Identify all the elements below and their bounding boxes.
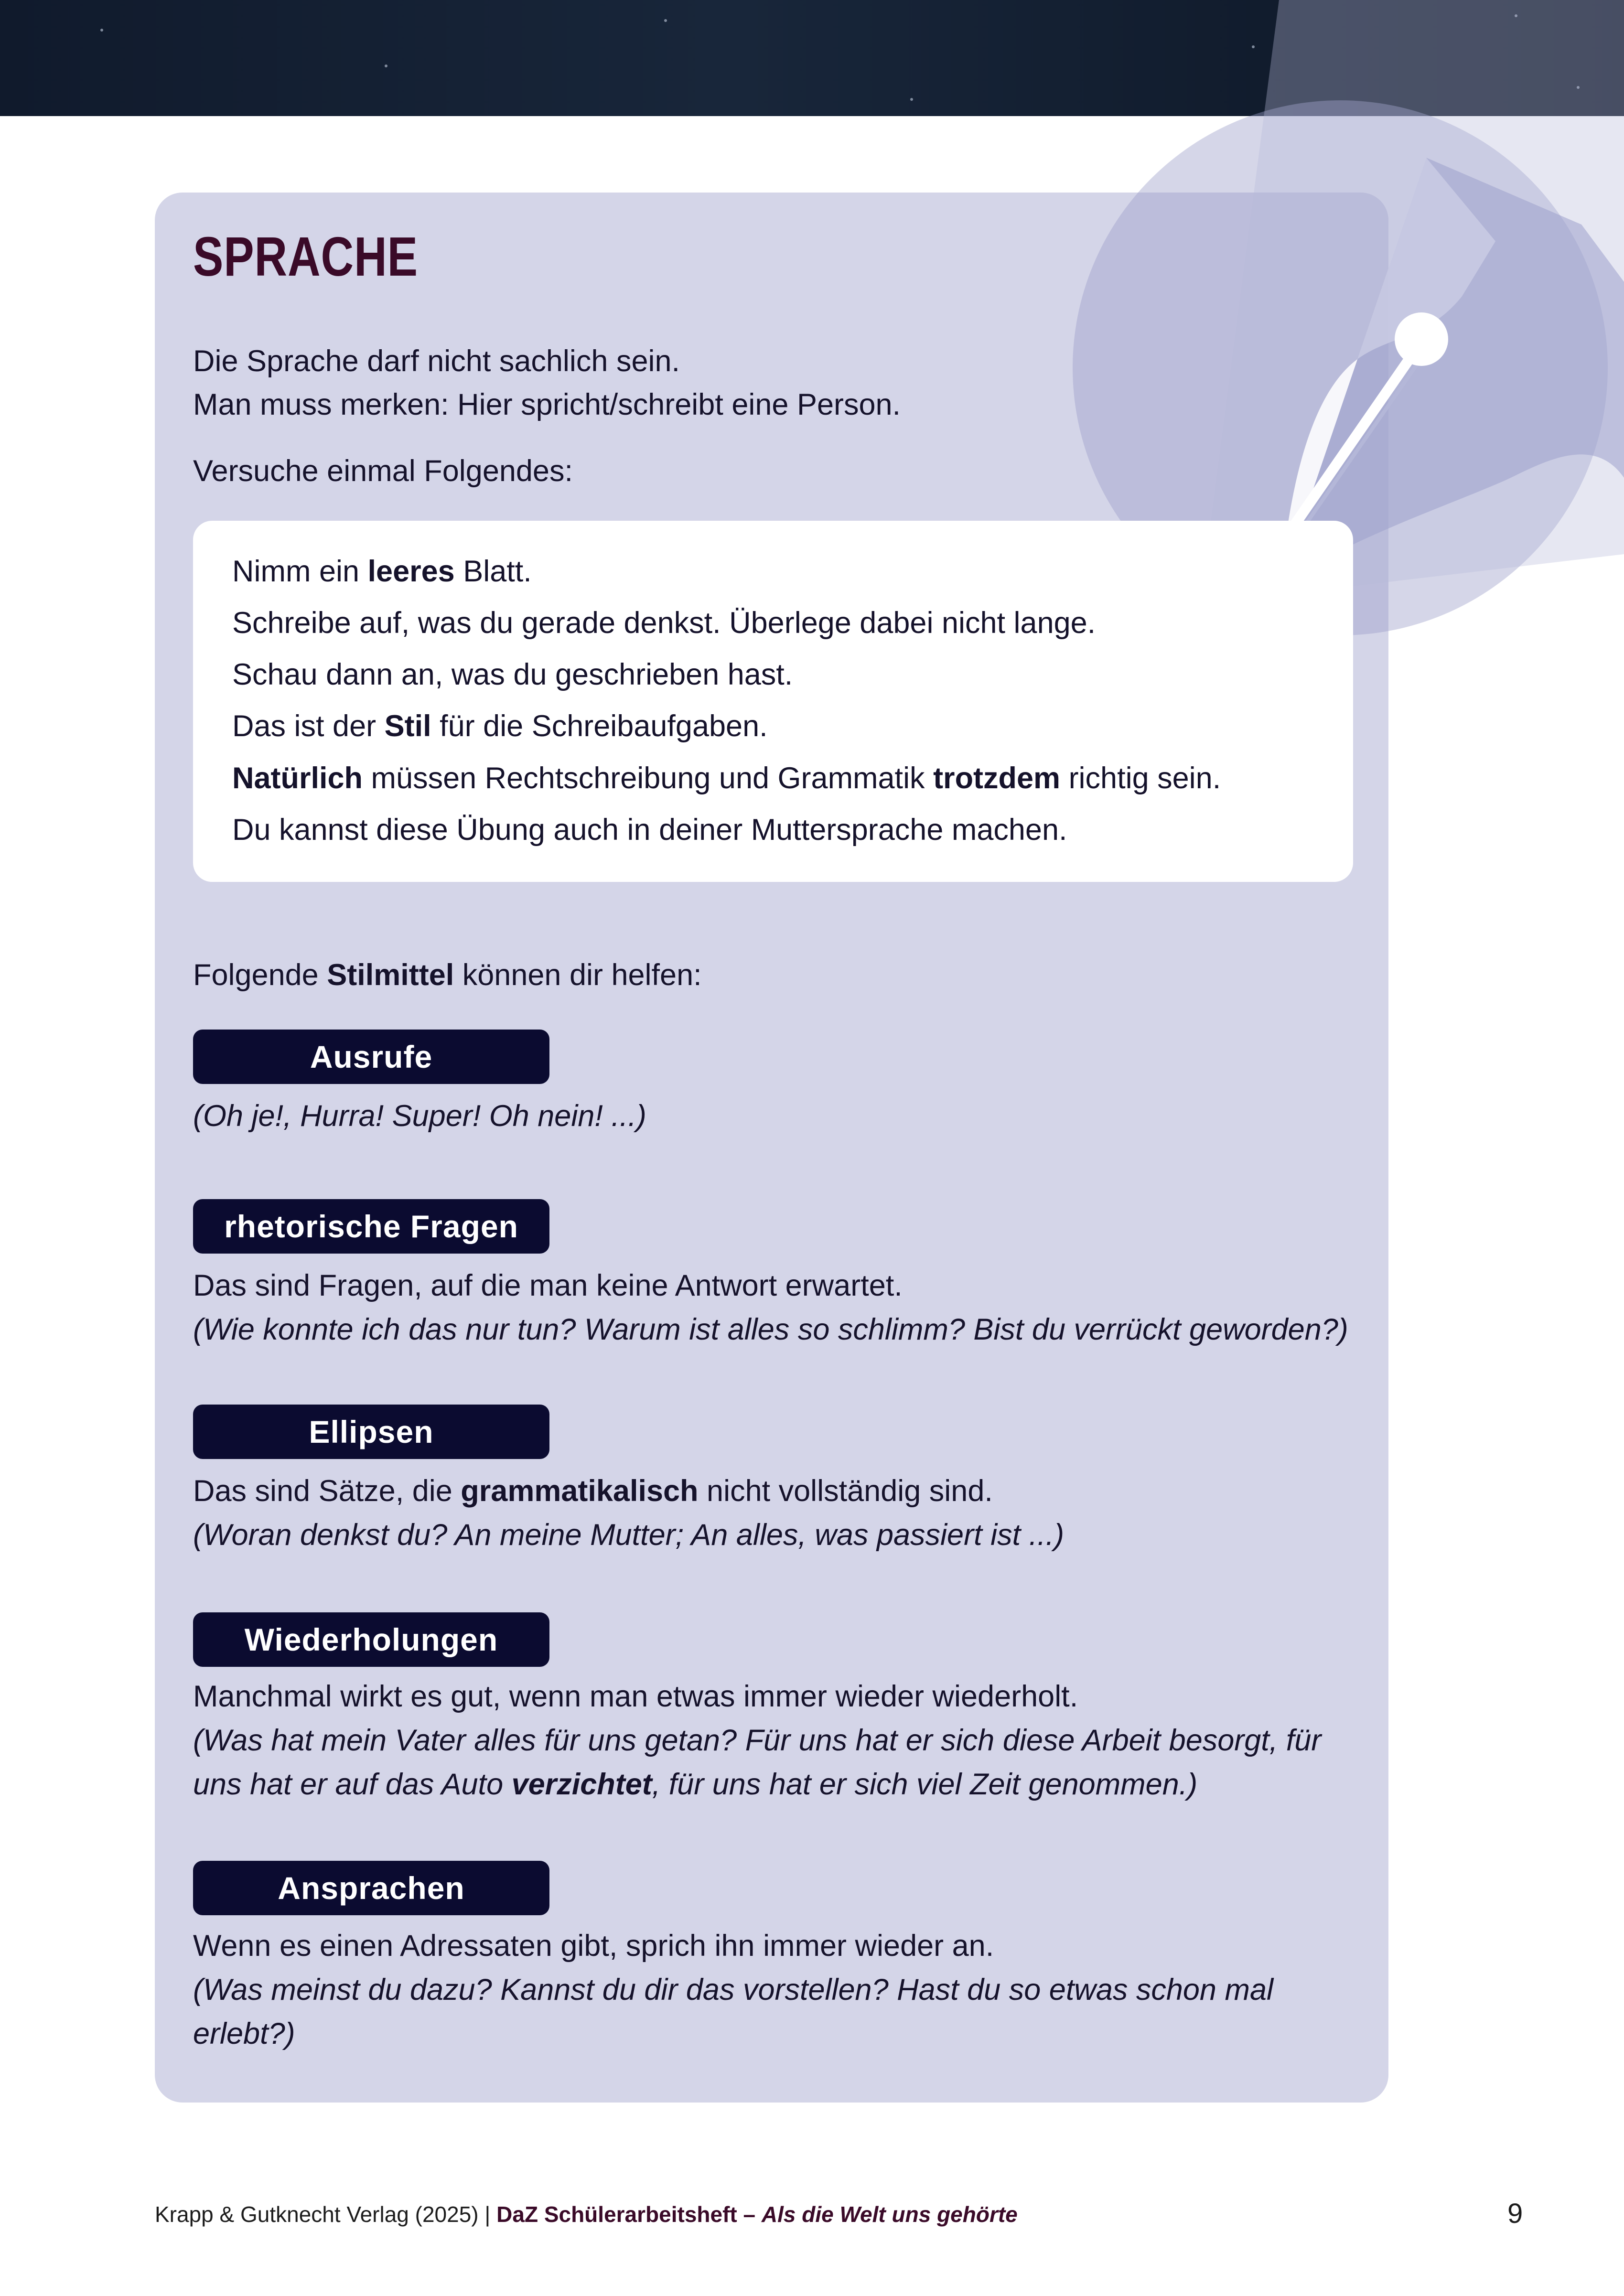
exercise-line-3: Schau dann an, was du geschrieben hast.	[232, 658, 793, 691]
label-ellipsen: Ellipsen	[193, 1405, 549, 1459]
page-title: SPRACHE	[193, 225, 418, 288]
ansprachen-text: Wenn es einen Adressaten gibt, sprich ihn immer wieder an.	[193, 1929, 994, 1963]
intro-line-3: Versuche einmal Folgendes:	[193, 454, 573, 488]
stilmittel-intro: Folgende Stilmittel können dir helfen:	[193, 958, 702, 992]
exercise-line-1: Nimm ein leeres Blatt.	[232, 555, 532, 588]
star-decoration	[910, 98, 913, 101]
label-ausrufe: Ausrufe	[193, 1030, 549, 1084]
wiederholungen-text: Manchmal wirkt es gut, wenn man etwas immer wieder wiederholt.	[193, 1680, 1078, 1713]
footer-series: DaZ Schülerarbeitsheft –	[496, 2202, 762, 2227]
exercise-line-2: Schreibe auf, was du gerade denkst. Überlege dabei nicht lange.	[232, 606, 1096, 640]
fragen-example: (Wie konnte ich das nur tun? Warum ist alles so schlimm? Bist du verrückt geworden?)	[193, 1313, 1348, 1346]
ausrufe-example: (Oh je!, Hurra! Super! Oh nein! ...)	[193, 1099, 646, 1133]
footer-book-title: Als die Welt uns gehörte	[761, 2202, 1018, 2227]
page-number: 9	[1507, 2198, 1523, 2229]
star-decoration	[1515, 14, 1517, 17]
wiederholungen-example-1: (Was hat mein Vater alles für uns getan? Für uns hat er sich diese Arbeit besorgt, für	[193, 1724, 1322, 1757]
ellipsen-example: (Woran denkst du? An meine Mutter; An alles, was passiert ist ...)	[193, 1518, 1065, 1552]
label-wiederholungen: Wiederholungen	[193, 1612, 549, 1667]
exercise-line-4: Das ist der Stil für die Schreibaufgaben.	[232, 709, 768, 743]
wiederholungen-example-2: uns hat er auf das Auto verzichtet, für uns hat er sich viel Zeit genommen.)	[193, 1768, 1198, 1801]
star-decoration	[664, 19, 667, 22]
ansprachen-example-1: (Was meinst du dazu? Kannst du dir das vorstellen? Hast du so etwas schon mal	[193, 1973, 1273, 2006]
footer-publisher: Krapp & Gutknecht Verlag (2025) |	[155, 2202, 497, 2227]
star-decoration	[1577, 86, 1580, 89]
star-decoration	[385, 64, 387, 67]
ansprachen-example-2: erlebt?)	[193, 2017, 295, 2050]
fragen-text: Das sind Fragen, auf die man keine Antwort erwartet.	[193, 1269, 903, 1302]
star-decoration	[100, 29, 103, 32]
footer	[155, 2201, 1018, 2227]
ellipsen-text: Das sind Sätze, die grammatikalisch nicht vollständig sind.	[193, 1474, 993, 1508]
exercise-line-6: Du kannst diese Übung auch in deiner Muttersprache machen.	[232, 813, 1067, 847]
exercise-line-5: Natürlich müssen Rechtschreibung und Grammatik trotzdem richtig sein.	[232, 762, 1221, 795]
intro-line-2: Man muss merken: Hier spricht/schreibt eine Person.	[193, 388, 901, 421]
label-ansprachen: Ansprachen	[193, 1861, 549, 1915]
label-rhetorische-fragen: rhetorische Fragen	[193, 1199, 549, 1254]
top-banner	[0, 0, 1624, 116]
intro-line-1: Die Sprache darf nicht sachlich sein.	[193, 344, 680, 378]
star-decoration	[1252, 45, 1255, 48]
